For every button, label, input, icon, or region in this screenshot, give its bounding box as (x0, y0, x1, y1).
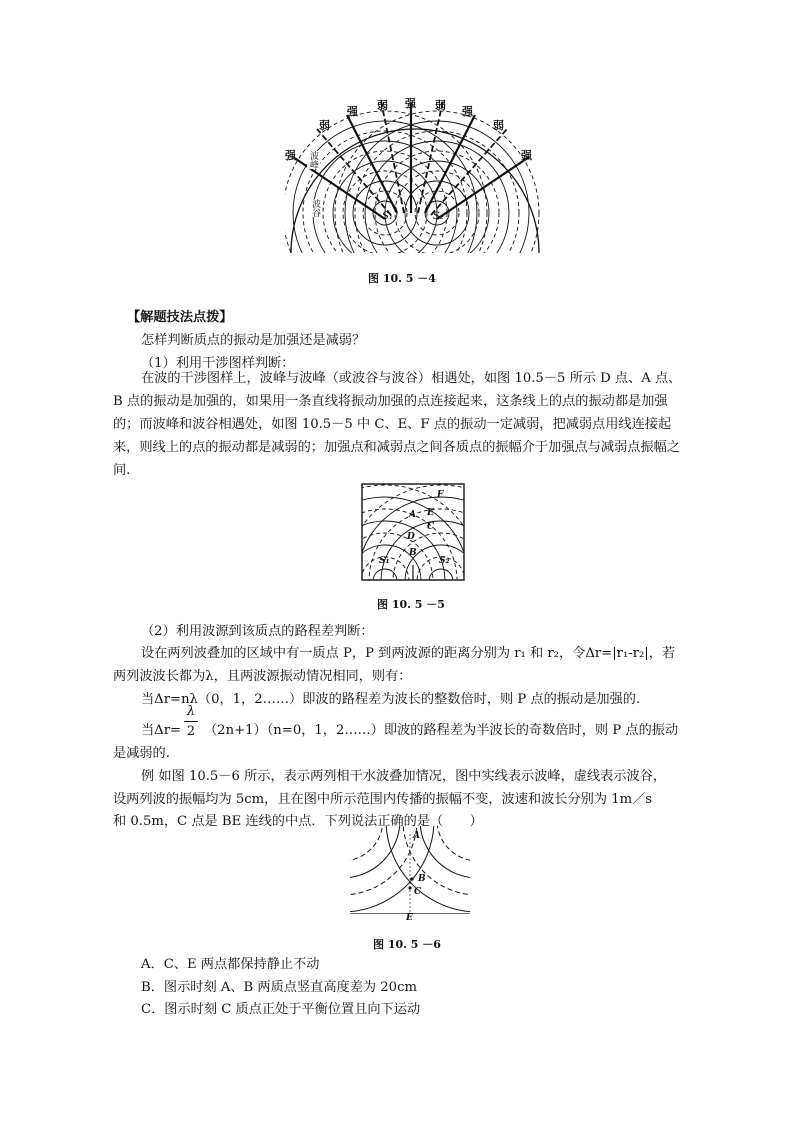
fraction-numerator: λ (186, 704, 196, 719)
method2-line3: 当Δr=nλ（0，1，2……）即波的路程差为波长的整数倍时，则 P 点的振动是加强的. (141, 692, 641, 707)
figure2-caption: 图 10. 5 －5 (377, 598, 445, 611)
label-A: A (413, 831, 420, 841)
label-strong-left: 强 (285, 149, 296, 162)
label-weak-right: 弱 (493, 119, 504, 132)
figure-water-waves (350, 826, 470, 920)
label-B: B (418, 874, 426, 884)
label-E: E (406, 913, 413, 920)
label-wave-crest: 波峰 (308, 151, 318, 169)
label-strong-top3: 强 (462, 105, 473, 118)
method1-title: （1）利用干涉图样判断： (141, 356, 295, 371)
method2-line5: 是减弱的. (113, 746, 170, 761)
example-line2: 设两列波的振幅均为 5cm，且在图中所示范围内传播的振幅不变，波速和波长分别为 1m／s (113, 792, 653, 807)
label-D: D (407, 532, 415, 542)
label-C: C (427, 522, 435, 532)
label-strong-top2: 强 (405, 97, 416, 110)
label-E: E (427, 508, 434, 518)
section-heading: 【解题技法点拨】 (127, 310, 233, 325)
label-A: A (409, 510, 416, 520)
label-S1: S₁ (379, 556, 390, 566)
label-wave-trough: 波谷 (310, 199, 320, 217)
interference-box-diagram (361, 483, 465, 581)
label-S2: S₂ (439, 556, 450, 566)
label-weak-top1: 弱 (377, 99, 388, 112)
figure1-caption: 图 10. 5 －4 (368, 272, 436, 285)
label-weak-top2: 弱 (435, 99, 446, 112)
method1-text: 在波的干涉图样上，波峰与波峰（或波谷与波谷）相遇处，如图 10.5－5 所示 D 点、A 点、B 点的振动是加强的，如果用一条直线将振动加强的点连接起来，这条线上的点的振动都是加强的；而波峰和波谷相遇处，如图 10.5－5 中 C、E、F 点的振动一定减弱，把减弱点用线连接起来，则线上的点的振动都是减弱的；加强点和减弱点之间各质点的振幅介于加强点与减弱点振幅之间. (113, 371, 682, 478)
figure-interference-pattern (285, 95, 545, 257)
method2-line4-post: （2n+1）（n=0，1，2……）即波的路程差为半波长的奇数倍时，则 P 点的振动 (204, 723, 679, 738)
fraction-bar (184, 721, 198, 722)
label-weak-upper-left: 弱 (319, 119, 330, 132)
figure-interference-box (361, 483, 465, 581)
method2-line2: 两列波波长都为λ，且两波源振动情况相同，则有： (113, 669, 412, 684)
label-F: F (437, 490, 444, 500)
fraction-denominator: 2 (186, 724, 196, 739)
water-waves-diagram (350, 826, 470, 920)
label-B: B (409, 548, 417, 558)
figure3-caption: 图 10. 5 －6 (373, 938, 441, 951)
label-strong-top1: 强 (347, 105, 358, 118)
example-line1: 例 如图 10.5－6 所示，表示两列相干水波叠加情况，图中实线表示波峰，虚线表示波谷， (141, 769, 667, 784)
s1-label: S₁ (382, 211, 393, 222)
option-c: C．图示时刻 C 质点正处于平衡位置且向下运动 (141, 1002, 421, 1017)
option-b: B．图示时刻 A、B 两质点竖直高度差为 20cm (141, 980, 417, 995)
s2-label: S₂ (433, 211, 444, 222)
label-strong-right: 强 (521, 149, 532, 162)
section-question: 怎样判断质点的振动是加强还是减弱？ (141, 333, 366, 348)
label-C: C (414, 887, 422, 897)
example-line3: 和 0.5m，C 点是 BE 连线的中点．下列说法正确的是（ ） (113, 814, 483, 829)
method2-line4-pre: 当Δr= (141, 723, 182, 738)
method2-title: （2）利用波源到该质点的路程差判断： (141, 624, 374, 639)
option-a: A．C、E 两点都保持静止不动 (141, 957, 320, 972)
method2-line1: 设在两列波叠加的区域中有一质点 P，P 到两波源的距离分别为 r₁ 和 r₂，令Δr=|r₁-r₂|，若 (141, 646, 676, 661)
